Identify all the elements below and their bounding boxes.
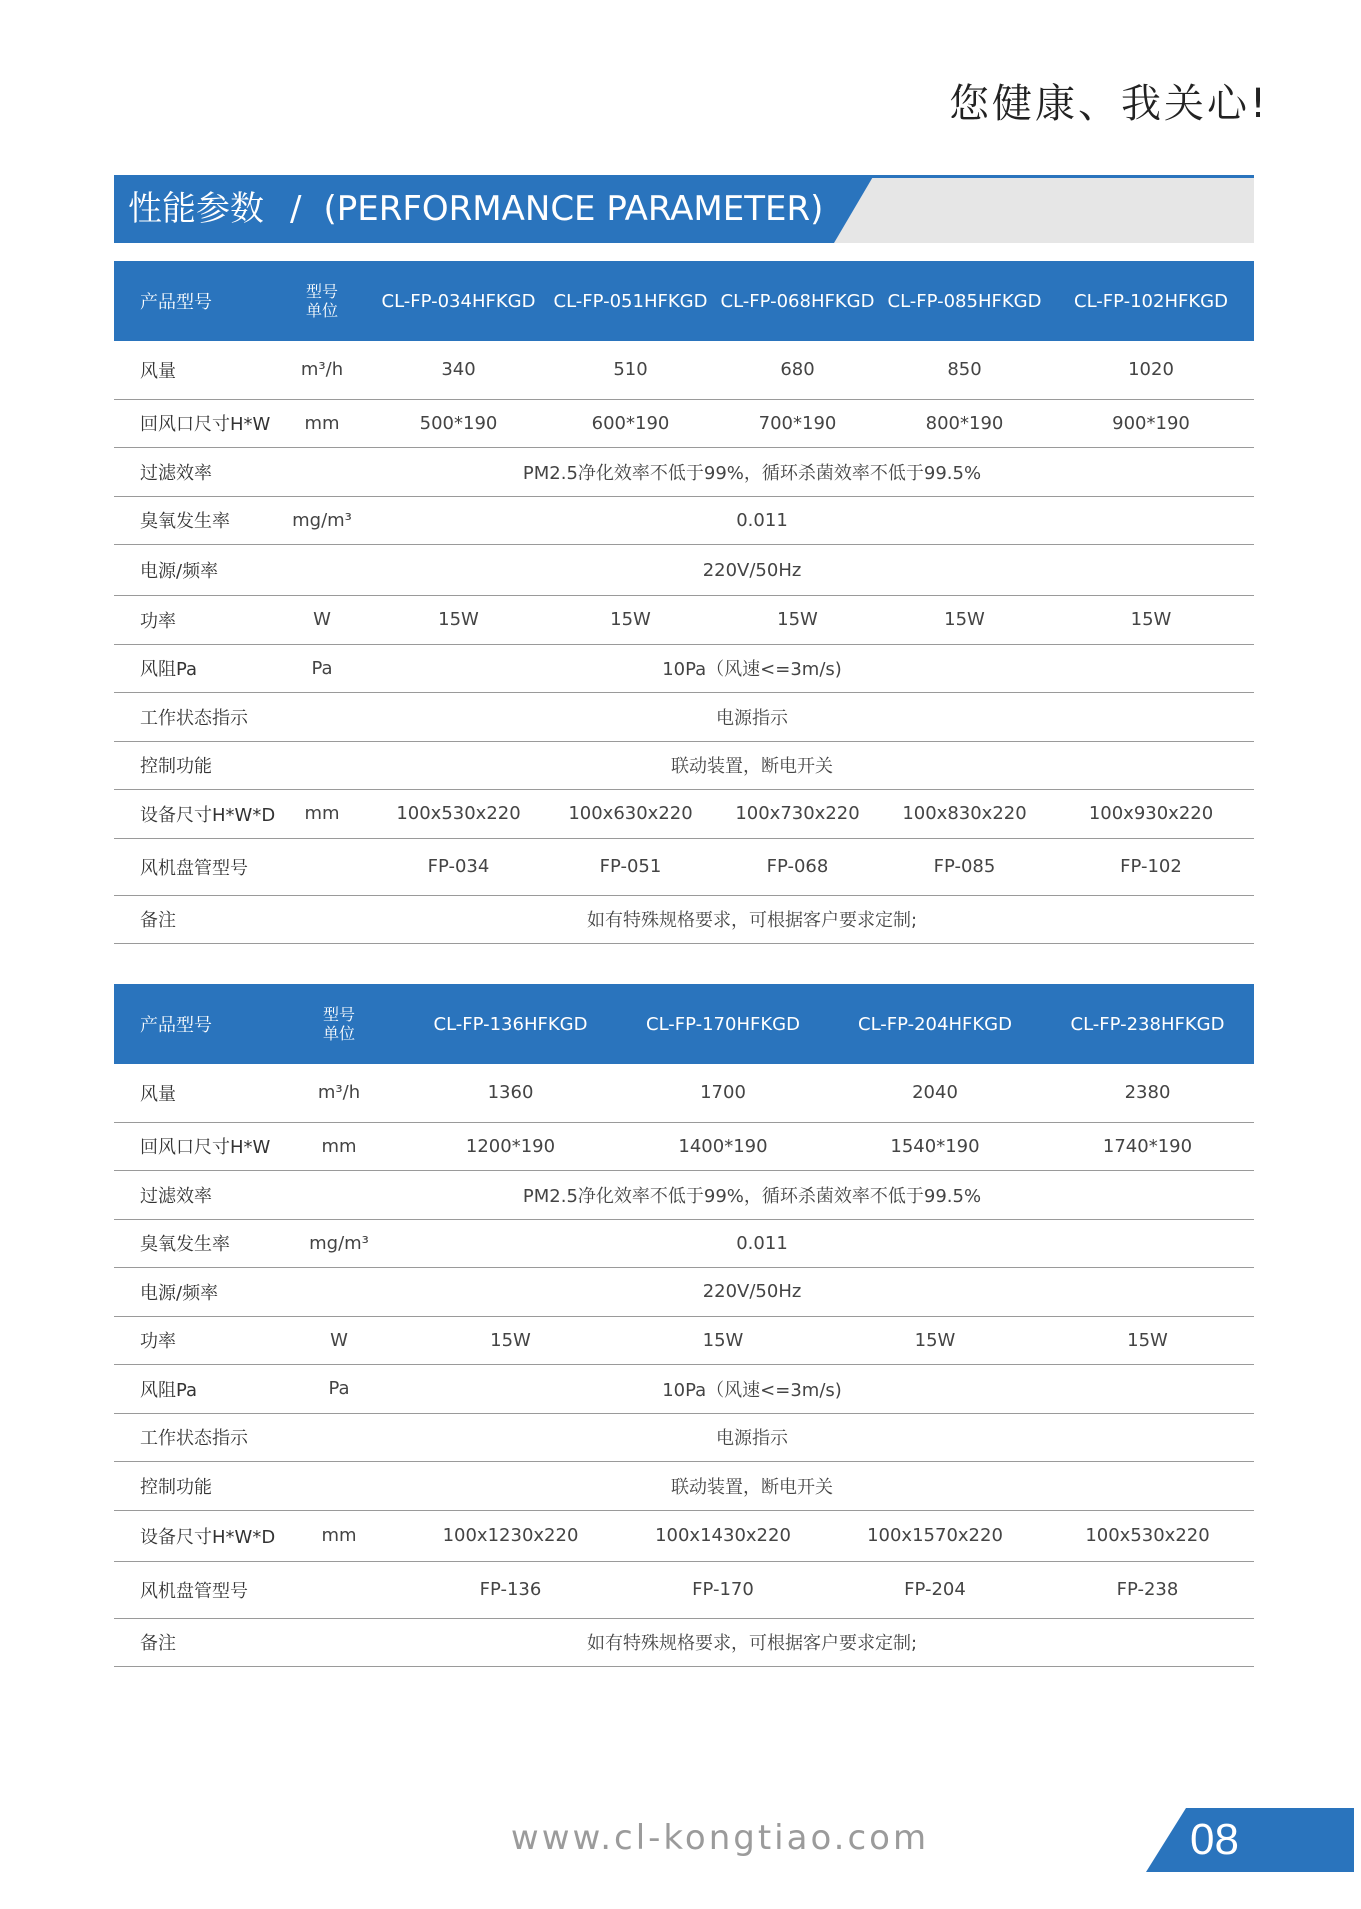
- cell-value: 600*190: [591, 412, 670, 434]
- cell-value: FP-136: [479, 1579, 542, 1600]
- row-label: 设备尺寸H*W*D: [140, 804, 276, 826]
- row-unit: Pa: [311, 657, 333, 679]
- row-label: 备注: [140, 1633, 176, 1655]
- row-label: 功率: [140, 1331, 176, 1353]
- row-label: 回风口尺寸H*W: [140, 414, 271, 436]
- span-value: PM2.5净化效率不低于99%，循环杀菌效率不低于99.5%: [522, 462, 982, 484]
- row-label: 功率: [140, 610, 176, 632]
- span-value: 220V/50Hz: [702, 1281, 802, 1303]
- row-label: 电源/频率: [140, 1282, 219, 1304]
- span-value: 220V/50Hz: [702, 559, 802, 581]
- row-label: 电源/频率: [140, 561, 219, 582]
- row-unit: [274, 1268, 404, 1317]
- cell-value: 100x1430x220: [655, 1525, 791, 1546]
- section-header: [114, 175, 1254, 243]
- header-model: CL-FP-068HFKGD: [720, 290, 875, 312]
- cell-span: [370, 741, 1254, 790]
- cell-value: 15W: [438, 609, 479, 631]
- cell-span: [404, 1268, 1254, 1317]
- header-model: CL-FP-034HFKGD: [381, 290, 536, 312]
- span-value: PM2.5净化效率不低于99%，循环杀菌效率不低于99.5%: [522, 1185, 982, 1207]
- row-label: 控制功能: [140, 1476, 212, 1498]
- table-row-coil-model: [114, 838, 1254, 895]
- row-unit: W: [313, 609, 331, 631]
- table-row-power-supply: [114, 545, 1254, 596]
- row-unit: mm: [321, 1525, 357, 1546]
- header-model: CL-FP-238HFKGD: [1070, 1013, 1225, 1035]
- cell-span: [404, 1462, 1254, 1511]
- header-unit: [274, 984, 404, 1064]
- table-row-filter: [114, 448, 1254, 497]
- table-row-resistance: [114, 1365, 1254, 1414]
- header-unit-line1: 型号: [322, 1005, 355, 1024]
- cell-value: 15W: [610, 609, 651, 631]
- header-product-model: 产品型号: [140, 1015, 212, 1036]
- span-value: 0.011: [736, 1232, 788, 1254]
- span-value: 0.011: [736, 509, 788, 531]
- cell-span: [370, 545, 1254, 596]
- row-label: 工作状态指示: [140, 1428, 248, 1450]
- row-unit: m³/h: [300, 359, 344, 381]
- table-row-return-size: [114, 399, 1254, 448]
- cell-span: [370, 448, 1254, 497]
- cell-span: [370, 644, 1254, 693]
- table-row-ozone: [114, 1219, 1254, 1268]
- span-value: 电源指示: [716, 707, 788, 729]
- table-row-airflow: [114, 1064, 1254, 1122]
- span-value: 联动装置，断电开关: [671, 1476, 833, 1498]
- cell-span: [404, 1365, 1254, 1414]
- cell-value: 100x930x220: [1088, 803, 1214, 825]
- row-unit: [274, 895, 370, 944]
- row-unit: [274, 1462, 404, 1511]
- header-unit: [274, 261, 370, 341]
- row-unit: mg/m³: [309, 1232, 369, 1254]
- row-label: 过滤效率: [140, 462, 212, 484]
- header-product-model: 产品型号: [140, 292, 212, 313]
- section-title: [128, 175, 823, 243]
- header-model: CL-FP-136HFKGD: [433, 1013, 588, 1035]
- cell-value: 1400*190: [678, 1135, 768, 1157]
- cell-value: 2380: [1124, 1082, 1171, 1104]
- cell-value: 800*190: [925, 412, 1004, 434]
- row-unit: mm: [321, 1135, 357, 1157]
- table-header-row: [114, 984, 1254, 1064]
- footer-url: www.cl-kongtiao.com: [510, 1818, 930, 1858]
- cell-value: 700*190: [758, 412, 837, 434]
- table-row-dimensions: [114, 790, 1254, 839]
- row-unit: [274, 693, 370, 742]
- table-row-coil-model: [114, 1561, 1254, 1618]
- cell-value: 850: [947, 359, 982, 381]
- row-label: 风阻Pa: [140, 1379, 198, 1401]
- section-title-en: (PERFORMANCE PARAMETER): [323, 189, 824, 229]
- span-value: 如有特殊规格要求，可根据客户要求定制;: [586, 1633, 918, 1655]
- cell-value: 1360: [487, 1082, 534, 1104]
- table-row-remark: [114, 895, 1254, 944]
- row-unit: mg/m³: [292, 509, 352, 531]
- cell-value: FP-238: [1116, 1579, 1179, 1600]
- cell-value: 15W: [490, 1329, 531, 1351]
- header-model: CL-FP-051HFKGD: [553, 290, 708, 312]
- cell-value: 1740*190: [1102, 1135, 1193, 1157]
- cell-value: 15W: [1130, 609, 1172, 631]
- cell-value: FP-170: [692, 1579, 754, 1600]
- cell-value: 1200*190: [465, 1135, 556, 1157]
- cell-value: 340: [441, 359, 476, 381]
- header-model: CL-FP-170HFKGD: [646, 1013, 800, 1035]
- table-row-ozone: [114, 496, 1254, 545]
- cell-value: 15W: [777, 609, 818, 631]
- table-header-row: [114, 261, 1254, 341]
- section-title-separator: /: [290, 189, 302, 229]
- cell-value: 15W: [944, 609, 985, 631]
- cell-value: 100x730x220: [735, 803, 860, 825]
- table-row-remark: [114, 1618, 1254, 1667]
- row-label: 风量: [140, 360, 176, 382]
- header-unit-line2: 单位: [305, 301, 338, 320]
- cell-span: [404, 1413, 1254, 1462]
- header-model: CL-FP-204HFKGD: [858, 1013, 1012, 1035]
- row-unit: [274, 838, 370, 895]
- table-row-power: [114, 596, 1254, 645]
- span-value: 联动装置，断电开关: [671, 756, 833, 778]
- row-unit: [274, 448, 370, 497]
- table-row-filter: [114, 1171, 1254, 1220]
- row-label: 风量: [140, 1083, 176, 1105]
- row-label: 风机盘管型号: [140, 857, 248, 879]
- span-value: 10Pa（风速<=3m/s): [662, 1379, 842, 1401]
- row-unit: [274, 741, 370, 790]
- row-unit: [274, 1561, 404, 1618]
- page-number: 08: [1190, 1815, 1239, 1864]
- slogan: 您健康、我关心!: [948, 81, 1269, 127]
- row-label: 过滤效率: [140, 1185, 212, 1207]
- cell-value: 2040: [912, 1082, 958, 1104]
- row-unit: [274, 545, 370, 596]
- cell-value: 1540*190: [890, 1135, 980, 1157]
- spec-table-2: [114, 984, 1254, 1667]
- row-label: 风机盘管型号: [140, 1580, 248, 1602]
- table-row-status: [114, 693, 1254, 742]
- row-label: 控制功能: [140, 756, 212, 778]
- row-label: 臭氧发生率: [140, 1234, 230, 1256]
- cell-value: 100x630x220: [568, 803, 693, 825]
- cell-value: FP-102: [1120, 856, 1182, 877]
- section-title-cn: 性能参数: [128, 189, 264, 229]
- cell-value: 100x830x220: [902, 803, 1027, 825]
- header-model: CL-FP-085HFKGD: [887, 290, 1042, 312]
- cell-value: 510: [613, 359, 648, 381]
- row-label: 工作状态指示: [140, 707, 248, 729]
- cell-span: [370, 496, 1254, 545]
- cell-span: [404, 1219, 1254, 1268]
- cell-value: FP-034: [427, 856, 490, 877]
- row-unit: Pa: [328, 1378, 350, 1400]
- cell-value: 15W: [1127, 1329, 1168, 1351]
- cell-value: 1020: [1128, 359, 1174, 381]
- cell-value: 15W: [914, 1329, 956, 1351]
- cell-value: FP-051: [599, 856, 662, 877]
- header-unit-line2: 单位: [322, 1024, 355, 1043]
- cell-span: [404, 1618, 1254, 1667]
- cell-value: 500*190: [419, 412, 498, 434]
- cell-value: 900*190: [1112, 412, 1190, 434]
- table-row-airflow: [114, 341, 1254, 399]
- cell-value: FP-085: [933, 856, 996, 877]
- row-unit: [274, 1171, 404, 1220]
- header-unit-line1: 型号: [305, 282, 338, 301]
- cell-value: FP-204: [904, 1579, 966, 1600]
- header-model: CL-FP-102HFKGD: [1074, 290, 1228, 312]
- row-unit: W: [330, 1329, 348, 1351]
- table-row-return-size: [114, 1122, 1254, 1171]
- cell-span: [370, 895, 1254, 944]
- table-row-control: [114, 1462, 1254, 1511]
- cell-span: [370, 693, 1254, 742]
- table-row-dimensions: [114, 1510, 1254, 1561]
- cell-value: 100x530x220: [396, 803, 521, 825]
- cell-value: 100x1570x220: [867, 1525, 1003, 1546]
- row-label: 备注: [140, 910, 176, 932]
- row-unit: m³/h: [317, 1082, 361, 1104]
- table-row-status: [114, 1413, 1254, 1462]
- cell-value: 100x530x220: [1085, 1525, 1210, 1546]
- row-label: 回风口尺寸H*W: [140, 1137, 271, 1159]
- row-unit: [274, 1413, 404, 1462]
- table-row-resistance: [114, 644, 1254, 693]
- row-unit: mm: [304, 412, 340, 434]
- cell-span: [404, 1171, 1254, 1220]
- cell-value: 100x1230x220: [442, 1525, 579, 1546]
- span-value: 如有特殊规格要求，可根据客户要求定制;: [586, 910, 918, 932]
- cell-value: FP-068: [766, 856, 829, 877]
- span-value: 电源指示: [716, 1428, 788, 1450]
- row-unit: [274, 1618, 404, 1667]
- cell-value: 15W: [702, 1329, 744, 1351]
- spec-table-1: [114, 261, 1254, 944]
- span-value: 10Pa（风速<=3m/s): [662, 659, 842, 681]
- row-unit: mm: [304, 803, 340, 825]
- table-row-control: [114, 741, 1254, 790]
- table-row-power-supply: [114, 1268, 1254, 1317]
- table-row-power: [114, 1316, 1254, 1365]
- row-label: 风阻Pa: [140, 659, 198, 681]
- cell-value: 680: [780, 359, 815, 381]
- row-label: 臭氧发生率: [140, 511, 230, 533]
- cell-value: 1700: [700, 1082, 746, 1104]
- row-label: 设备尺寸H*W*D: [140, 1526, 276, 1548]
